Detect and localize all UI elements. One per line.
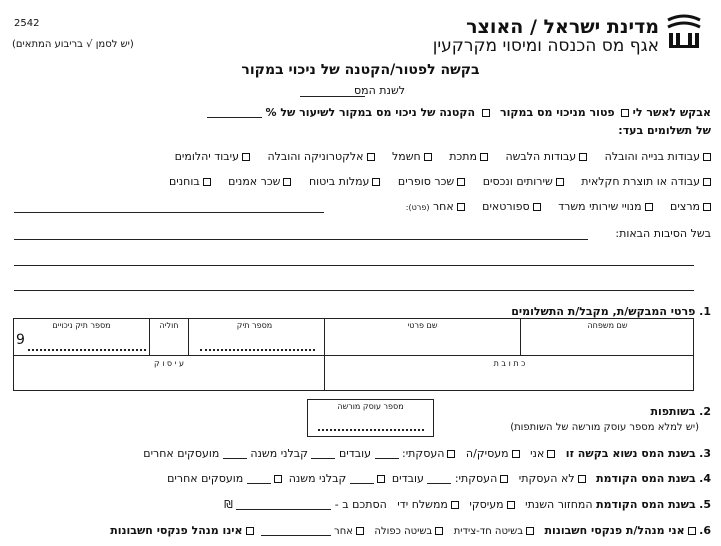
section-title-text: פרטי המבקש/ת, מקבל/ת התשלומים xyxy=(511,305,696,318)
payment-checkbox[interactable] xyxy=(579,153,587,161)
payment-checkbox[interactable] xyxy=(372,178,380,186)
payment-checkbox[interactable] xyxy=(703,153,711,161)
payment-checkbox[interactable] xyxy=(283,178,291,186)
turnover-label: המחזור השנתי xyxy=(525,498,593,511)
col-withholding-file: מספר תיק ניכויים xyxy=(52,321,111,330)
withholding-number-field[interactable] xyxy=(28,349,146,351)
other-specify-note: (פרט): xyxy=(405,203,430,212)
option-label: מועסקים אחרים xyxy=(143,447,220,460)
file-number-field[interactable] xyxy=(200,349,315,351)
payment-checkbox[interactable] xyxy=(645,203,653,211)
payment-label: בוחנים xyxy=(168,175,200,188)
manage-books-checkbox[interactable] xyxy=(688,527,696,535)
me-checkbox[interactable] xyxy=(547,450,555,458)
reasons-line[interactable] xyxy=(14,290,694,291)
employed-checkbox[interactable] xyxy=(500,475,508,483)
section-number: 2. xyxy=(699,405,711,418)
other-method-field[interactable] xyxy=(261,526,331,536)
table-divider xyxy=(13,355,694,356)
option-checkbox[interactable] xyxy=(274,475,282,483)
section-title-text: בשנת המס הקודמת xyxy=(596,498,696,511)
option-checkbox[interactable] xyxy=(377,475,385,483)
department-name: אגף מס הכנסה ומיסוי מקרקעין xyxy=(432,36,659,56)
payment-checkbox[interactable] xyxy=(480,153,488,161)
count-field[interactable] xyxy=(311,449,335,459)
count-field[interactable] xyxy=(350,474,374,484)
reduce-label: הקטנה של ניכוי מס במקור לשיעור של % xyxy=(265,106,476,119)
payment-row-2 xyxy=(169,175,711,188)
payment-checkbox[interactable] xyxy=(424,153,432,161)
payment-label: עבודות הלבשה xyxy=(505,150,577,163)
state-emblem-logo xyxy=(664,14,704,52)
payment-label: מרצים xyxy=(670,200,700,213)
payments-for-label: של תשלומים בעד: xyxy=(618,124,711,137)
payment-label: עבודה או תוצרת חקלאית xyxy=(581,175,700,188)
payment-checkbox[interactable] xyxy=(203,178,211,186)
employed-checkbox[interactable] xyxy=(447,450,455,458)
other-method-checkbox[interactable] xyxy=(356,527,364,535)
count-field[interactable] xyxy=(427,474,451,484)
form-number: 2542 xyxy=(14,18,40,29)
currency-symbol: ₪ xyxy=(224,498,233,511)
payment-checkbox[interactable] xyxy=(533,203,541,211)
tax-year-field[interactable] xyxy=(300,96,365,97)
option-label: קבלני משנה xyxy=(288,472,347,485)
reasons-line[interactable] xyxy=(14,239,588,240)
section-title-text: בשנת המס נשוא בקשה זו xyxy=(565,447,696,460)
section-number: 5. xyxy=(699,498,711,511)
col-first-name: שם פרטי xyxy=(407,321,438,330)
option-label: לא העסקתי xyxy=(518,472,575,485)
request-prefix: אבקש לאשר לי xyxy=(632,106,711,119)
payment-label: חשמל xyxy=(392,150,421,163)
col-last-name: שם משפחה xyxy=(587,321,628,330)
option-label: העסקתי: xyxy=(402,447,445,460)
section-3-line xyxy=(143,447,711,460)
payment-checkbox[interactable] xyxy=(367,153,375,161)
section-6-line xyxy=(110,524,711,537)
option-label: ממשלח ידי xyxy=(397,498,448,511)
option-label: עובדים xyxy=(338,447,371,460)
option-label: אני xyxy=(530,447,545,460)
ministry-name: מדינת ישראל / האוצר xyxy=(466,16,659,38)
address-label: כ ת ו ב ת xyxy=(493,359,526,368)
section-title-text: בשותפות xyxy=(650,405,696,418)
count-field[interactable] xyxy=(223,449,247,459)
reduce-rate-field[interactable] xyxy=(207,108,262,118)
payment-label: עבודות בנייה והובלה xyxy=(604,150,700,163)
payment-label: שכר סופרים xyxy=(397,175,455,188)
partnership-note: (יש למלא מספר עוסק מורשה של השותפות) xyxy=(510,422,699,433)
count-field[interactable] xyxy=(375,449,399,459)
single-entry-checkbox[interactable] xyxy=(526,527,534,535)
section-5-line xyxy=(224,498,711,511)
business-label: ע י ס ו ק xyxy=(153,359,184,368)
payment-label: מנויי שירותי משרד xyxy=(558,200,642,213)
option-label: מעסיק/ה xyxy=(465,447,509,460)
count-field[interactable] xyxy=(247,474,271,484)
option-label: מעיסקי xyxy=(469,498,504,511)
payment-row-1 xyxy=(175,150,711,163)
my-business-checkbox[interactable] xyxy=(507,501,515,509)
other-specify-field[interactable] xyxy=(14,212,324,213)
payment-checkbox[interactable] xyxy=(703,203,711,211)
payment-label: עמלות ביטוח xyxy=(308,175,370,188)
no-books-checkbox[interactable] xyxy=(246,527,254,535)
request-line xyxy=(207,106,711,119)
option-label: קבלני משנה xyxy=(250,447,308,460)
my-profession-checkbox[interactable] xyxy=(451,501,459,509)
payment-checkbox[interactable] xyxy=(556,178,564,186)
payment-label: מתכת xyxy=(449,150,477,163)
payment-checkbox[interactable] xyxy=(242,153,250,161)
payment-checkbox[interactable] xyxy=(703,178,711,186)
option-label: העסקתי: xyxy=(454,472,498,485)
payment-label: שכר אמנים xyxy=(228,175,281,188)
option-label: בשיטה חד-צידית xyxy=(453,526,524,537)
option-label: עובדים xyxy=(391,472,424,485)
section-title-text: בשנת המס הקודמת xyxy=(596,472,696,485)
double-entry-checkbox[interactable] xyxy=(435,527,443,535)
section-2-title xyxy=(650,405,711,418)
payment-label: עיבוד יהלומים xyxy=(174,150,239,163)
mark-instruction: (יש לסמן √ בריבוע המתאים) xyxy=(12,39,134,50)
exempt-label: פטור מניכוי מס במקור xyxy=(500,106,615,119)
payment-checkbox[interactable] xyxy=(457,178,465,186)
withholding-prefix: 9 xyxy=(16,332,25,348)
reduce-checkbox[interactable] xyxy=(482,109,490,117)
section-number: 3. xyxy=(699,447,711,460)
form-title: בקשה לפטור/הקטנה של ניכוי במקור xyxy=(241,62,480,78)
turnover-amount-field[interactable] xyxy=(236,500,331,510)
col-cell: חוליה xyxy=(159,321,179,330)
option-label: אני מנהל/ת פנקסי חשבונות xyxy=(544,524,685,537)
option-label: אינו מנהל פנקסי חשבונות xyxy=(110,524,243,537)
option-label: בשיטה כפולה xyxy=(374,526,433,537)
employer-checkbox[interactable] xyxy=(512,450,520,458)
other-label: אחר xyxy=(432,200,454,213)
col-file-number: מספר תיק xyxy=(236,321,273,330)
section-1-title xyxy=(511,305,711,318)
option-label: אחר xyxy=(334,526,353,537)
section-4-line xyxy=(167,472,711,485)
partnership-number-field[interactable] xyxy=(318,429,424,431)
payment-label: שירותים ונכסים xyxy=(482,175,553,188)
amount-label: הסתכם ב - xyxy=(334,498,387,511)
partnership-box-label: מספר עוסק מורשה xyxy=(337,402,404,411)
exempt-checkbox[interactable] xyxy=(621,109,629,117)
not-employed-checkbox[interactable] xyxy=(578,475,586,483)
option-label: מועסקים אחרים xyxy=(167,472,244,485)
payment-label: ספורטאים xyxy=(482,200,530,213)
payment-label: אלקטרוניקה והובלה xyxy=(267,150,364,163)
reasons-label: בשל הסיבות הבאות: xyxy=(615,227,711,240)
section-number: 6. xyxy=(699,524,711,537)
other-checkbox[interactable] xyxy=(457,203,465,211)
payment-row-3 xyxy=(406,200,711,213)
reasons-line[interactable] xyxy=(14,265,694,266)
section-number: 4. xyxy=(699,472,711,485)
tax-year-label: לשנת המס xyxy=(354,84,405,97)
section-number: 1. xyxy=(699,305,711,318)
